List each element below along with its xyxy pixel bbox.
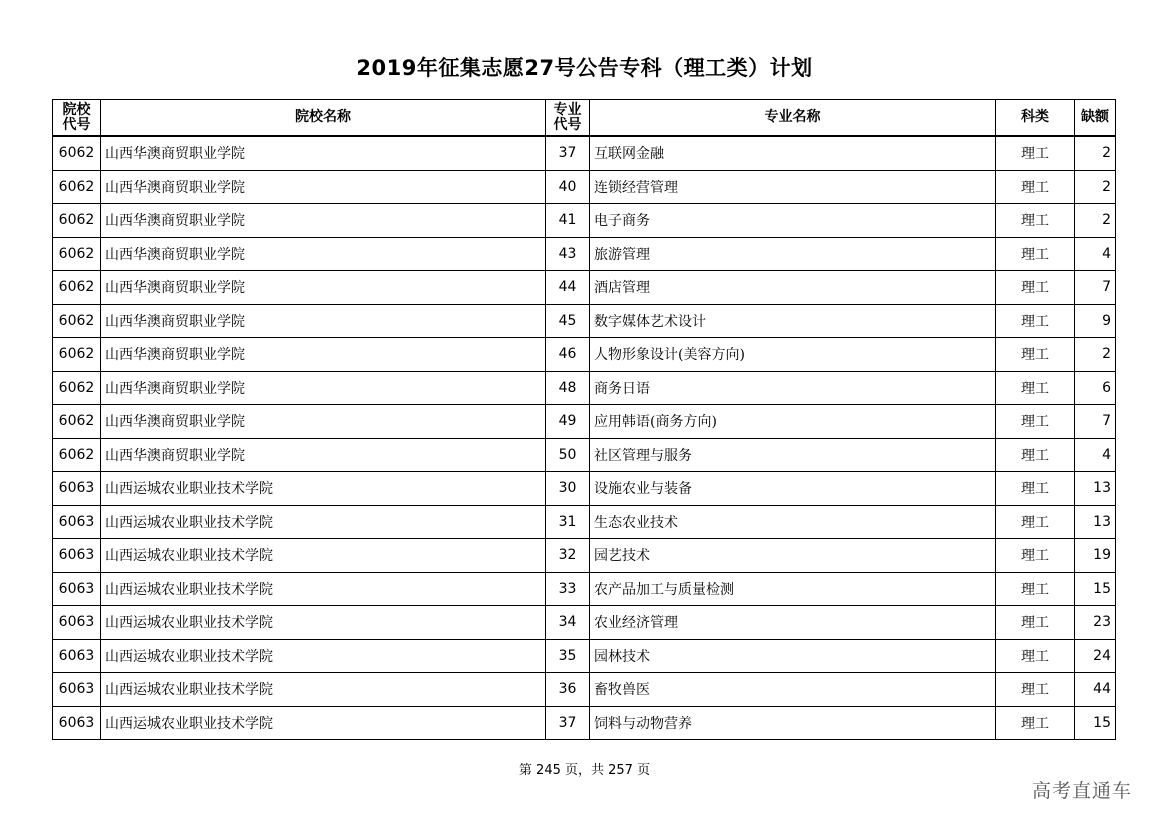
cell-category: 理工 [996, 170, 1075, 204]
cell-major-name: 互联网金融 [590, 136, 996, 170]
cell-school-code: 6063 [53, 505, 101, 539]
cell-school-code: 6062 [53, 338, 101, 372]
table-row [53, 371, 1116, 405]
cell-major-code: 49 [546, 405, 590, 439]
header-category-label: 科类 [1021, 109, 1049, 125]
cell-major-name: 畜牧兽医 [590, 673, 996, 707]
cell-major-code: 30 [546, 472, 590, 506]
header-school-code-label: 院校 代号 [62, 101, 91, 133]
cell-major-name: 设施农业与装备 [590, 472, 996, 506]
cell-school-code: 6062 [53, 204, 101, 238]
cell-major-name: 人物形象设计(美容方向) [590, 338, 996, 372]
header-school-name-label: 院校名称 [295, 109, 351, 125]
cell-major-code: 43 [546, 237, 590, 271]
table-row [53, 706, 1116, 740]
cell-school-code: 6063 [53, 673, 101, 707]
cell-major-code: 31 [546, 505, 590, 539]
cell-major-code: 35 [546, 639, 590, 673]
cell-school-code: 6063 [53, 706, 101, 740]
cell-quota: 4 [1075, 237, 1116, 271]
cell-school-name: 山西华澳商贸职业学院 [101, 304, 546, 338]
cell-major-code: 48 [546, 371, 590, 405]
table-row [53, 338, 1116, 372]
table-row [53, 673, 1116, 707]
cell-school-name: 山西华澳商贸职业学院 [101, 438, 546, 472]
cell-quota: 15 [1075, 706, 1116, 740]
cell-major-name: 旅游管理 [590, 237, 996, 271]
cell-quota: 9 [1075, 304, 1116, 338]
cell-major-code: 36 [546, 673, 590, 707]
cell-quota: 6 [1075, 371, 1116, 405]
cell-category: 理工 [996, 673, 1075, 707]
cell-quota: 4 [1075, 438, 1116, 472]
cell-category: 理工 [996, 271, 1075, 305]
cell-quota: 13 [1075, 472, 1116, 506]
cell-quota: 24 [1075, 639, 1116, 673]
cell-major-name: 园艺技术 [590, 539, 996, 573]
cell-major-code: 34 [546, 606, 590, 640]
cell-major-name: 酒店管理 [590, 271, 996, 305]
cell-major-name: 电子商务 [590, 204, 996, 238]
cell-school-name: 山西运城农业职业技术学院 [101, 606, 546, 640]
cell-major-code: 33 [546, 572, 590, 606]
table-row [53, 237, 1116, 271]
cell-school-name: 山西华澳商贸职业学院 [101, 371, 546, 405]
cell-school-code: 6062 [53, 136, 101, 170]
page-footer: 第 245 页，共 257 页 [518, 763, 651, 778]
cell-category: 理工 [996, 706, 1075, 740]
table-row [53, 539, 1116, 573]
cell-category: 理工 [996, 472, 1075, 506]
table-row [53, 204, 1116, 238]
plan-table [52, 99, 1116, 740]
cell-quota: 13 [1075, 505, 1116, 539]
cell-school-name: 山西华澳商贸职业学院 [101, 405, 546, 439]
table-row [53, 505, 1116, 539]
cell-major-code: 32 [546, 539, 590, 573]
cell-quota: 23 [1075, 606, 1116, 640]
cell-category: 理工 [996, 237, 1075, 271]
cell-school-code: 6062 [53, 271, 101, 305]
cell-major-name: 应用韩语(商务方向) [590, 405, 996, 439]
table-row [53, 606, 1116, 640]
cell-school-name: 山西华澳商贸职业学院 [101, 170, 546, 204]
header-school-name [101, 100, 546, 137]
cell-school-code: 6062 [53, 371, 101, 405]
table-body [53, 136, 1116, 740]
cell-quota: 2 [1075, 170, 1116, 204]
header-major-name [590, 100, 996, 137]
cell-major-code: 46 [546, 338, 590, 372]
cell-major-name: 生态农业技术 [590, 505, 996, 539]
cell-category: 理工 [996, 405, 1075, 439]
cell-school-name: 山西运城农业职业技术学院 [101, 472, 546, 506]
cell-school-name: 山西运城农业职业技术学院 [101, 673, 546, 707]
cell-major-name: 饲料与动物营养 [590, 706, 996, 740]
cell-category: 理工 [996, 304, 1075, 338]
cell-quota: 19 [1075, 539, 1116, 573]
cell-school-code: 6062 [53, 170, 101, 204]
watermark-logo: 高考直通车 [1032, 780, 1133, 802]
cell-category: 理工 [996, 136, 1075, 170]
cell-category: 理工 [996, 639, 1075, 673]
table-row [53, 304, 1116, 338]
cell-major-name: 农业经济管理 [590, 606, 996, 640]
cell-major-code: 40 [546, 170, 590, 204]
table-row [53, 438, 1116, 472]
cell-category: 理工 [996, 371, 1075, 405]
cell-school-code: 6062 [53, 304, 101, 338]
cell-school-code: 6062 [53, 237, 101, 271]
cell-category: 理工 [996, 438, 1075, 472]
table-row [53, 405, 1116, 439]
cell-quota: 44 [1075, 673, 1116, 707]
cell-quota: 2 [1075, 136, 1116, 170]
cell-major-name: 社区管理与服务 [590, 438, 996, 472]
cell-category: 理工 [996, 606, 1075, 640]
cell-quota: 2 [1075, 338, 1116, 372]
cell-category: 理工 [996, 338, 1075, 372]
cell-category: 理工 [996, 539, 1075, 573]
cell-major-name: 连锁经营管理 [590, 170, 996, 204]
cell-school-name: 山西华澳商贸职业学院 [101, 237, 546, 271]
cell-school-code: 6062 [53, 405, 101, 439]
cell-major-code: 37 [546, 706, 590, 740]
cell-quota: 2 [1075, 204, 1116, 238]
cell-school-name: 山西运城农业职业技术学院 [101, 505, 546, 539]
table-row [53, 271, 1116, 305]
table-row [53, 136, 1116, 170]
table-row [53, 170, 1116, 204]
header-quota [1075, 100, 1116, 137]
header-major-code-label: 专业 代号 [553, 101, 582, 133]
cell-school-name: 山西运城农业职业技术学院 [101, 539, 546, 573]
cell-category: 理工 [996, 572, 1075, 606]
cell-category: 理工 [996, 505, 1075, 539]
cell-school-code: 6063 [53, 472, 101, 506]
table-row [53, 472, 1116, 506]
cell-school-name: 山西运城农业职业技术学院 [101, 639, 546, 673]
cell-major-code: 45 [546, 304, 590, 338]
page-title: 2019年征集志愿27号公告专科（理工类）计划 [356, 56, 813, 80]
cell-major-name: 园林技术 [590, 639, 996, 673]
header-major-code [546, 100, 590, 137]
cell-school-name: 山西华澳商贸职业学院 [101, 204, 546, 238]
table-row [53, 639, 1116, 673]
table-header-row [53, 100, 1116, 137]
header-major-name-label: 专业名称 [764, 109, 821, 125]
cell-school-code: 6063 [53, 539, 101, 573]
cell-quota: 7 [1075, 271, 1116, 305]
cell-major-code: 44 [546, 271, 590, 305]
cell-school-name: 山西运城农业职业技术学院 [101, 572, 546, 606]
cell-school-code: 6063 [53, 639, 101, 673]
cell-quota: 7 [1075, 405, 1116, 439]
header-school-code [53, 100, 101, 137]
cell-school-code: 6063 [53, 606, 101, 640]
cell-school-name: 山西华澳商贸职业学院 [101, 136, 546, 170]
table-row [53, 572, 1116, 606]
header-quota-label: 缺额 [1081, 109, 1109, 125]
cell-school-name: 山西运城农业职业技术学院 [101, 706, 546, 740]
cell-school-code: 6062 [53, 438, 101, 472]
cell-major-code: 37 [546, 136, 590, 170]
cell-major-name: 商务日语 [590, 371, 996, 405]
cell-school-code: 6063 [53, 572, 101, 606]
cell-major-code: 41 [546, 204, 590, 238]
cell-major-name: 数字媒体艺术设计 [590, 304, 996, 338]
cell-school-name: 山西华澳商贸职业学院 [101, 338, 546, 372]
cell-major-name: 农产品加工与质量检测 [590, 572, 996, 606]
cell-school-name: 山西华澳商贸职业学院 [101, 271, 546, 305]
header-category [996, 100, 1075, 137]
cell-quota: 15 [1075, 572, 1116, 606]
cell-major-code: 50 [546, 438, 590, 472]
cell-category: 理工 [996, 204, 1075, 238]
